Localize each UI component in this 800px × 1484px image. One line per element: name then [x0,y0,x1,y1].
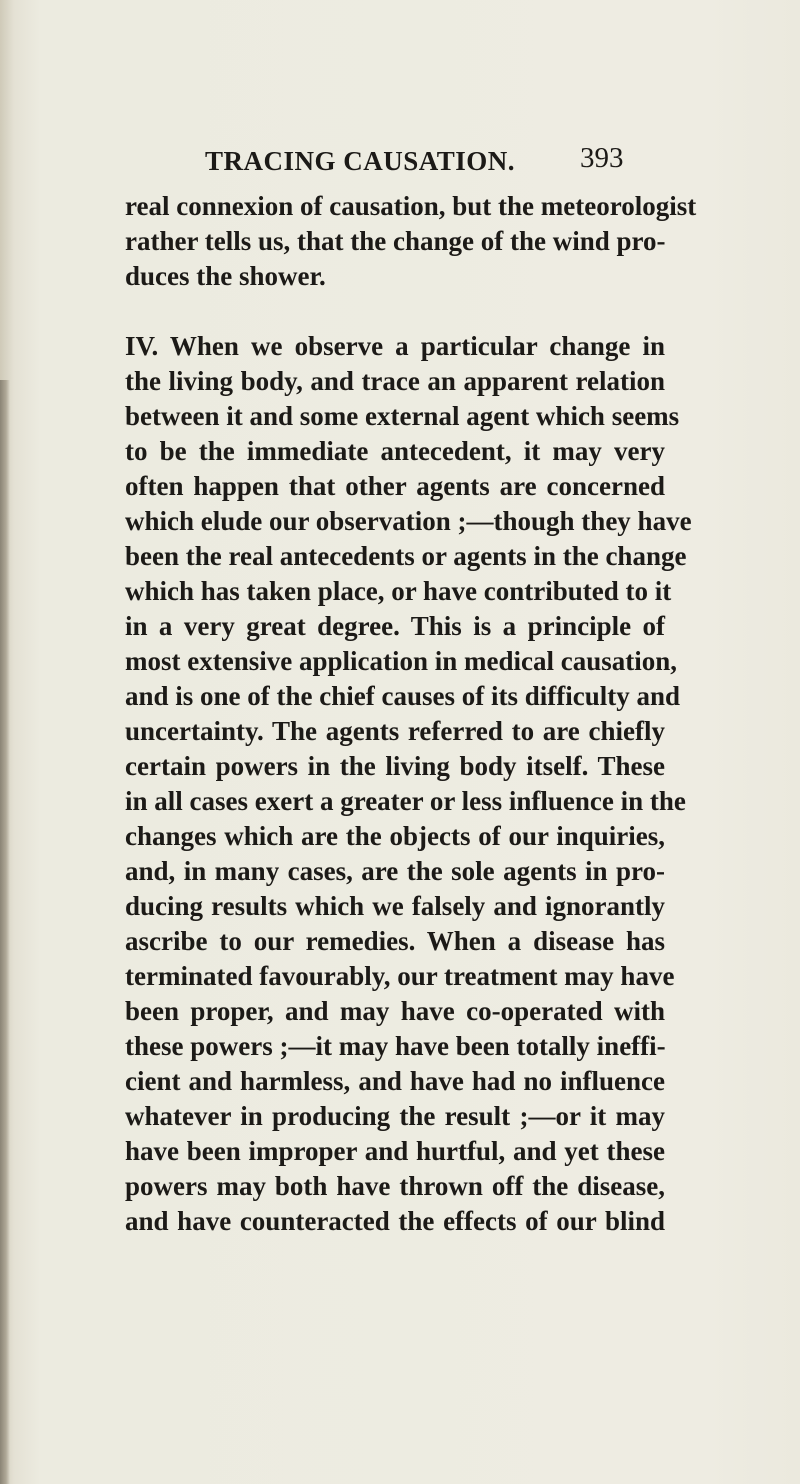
text-line: in all cases exert a greater or less influence in the [125,786,686,816]
text-line: which has taken place, or have contributed to it [125,576,672,606]
text-line: ducing results which we falsely and ignorantly [125,891,665,921]
paragraph-1 [125,189,697,294]
text-line: certain powers in the living body itself. These [125,751,665,781]
text-line: the living body, and trace an apparent relation [125,366,665,396]
text-line: have been improper and hurtful, and yet these [125,1136,665,1166]
running-title: TRACING CAUSATION. [205,146,516,176]
text-line: cient and harmless, and have had no influence [125,1066,665,1096]
text-line: to be the immediate antecedent, it may very [125,436,665,466]
page-header [0,142,800,182]
text-line: and, in many cases, are the sole agents in pro- [125,856,665,886]
page-number: 393 [580,142,624,174]
text-line: duces the shower. [125,261,326,291]
text-line: between it and some external agent which seems [125,401,680,431]
book-spine-shadow [0,380,10,1484]
text-line: terminated favourably, our treatment may have [125,961,675,991]
text-line: powers may both have thrown off the disease, [125,1171,665,1201]
text-line: most extensive application in medical causation, [125,646,677,676]
text-line: these powers ;—it may have been totally ineffi- [125,1031,666,1061]
text-line: in a very great degree. This is a principle of [125,611,665,641]
text-line: whatever in producing the result ;—or it may [125,1101,665,1131]
text-line: IV. When we observe a particular change in [125,331,665,361]
body-text [125,189,697,1239]
text-line: real connexion of causation, but the meteorologist [125,191,697,221]
text-line: and have counteracted the effects of our blind [125,1206,665,1236]
text-line: uncertainty. The agents referred to are chiefly [125,716,665,746]
paragraph-gap [125,294,665,329]
text-line: been the real antecedents or agents in the change [125,541,687,571]
text-line: been proper, and may have co-operated with [125,996,665,1026]
paragraph-2 [125,329,692,1239]
text-line: and is one of the chief causes of its difficulty and [125,681,681,711]
text-line: ascribe to our remedies. When a disease has [125,926,665,956]
text-line: changes which are the objects of our inquiries, [125,821,665,851]
text-line: rather tells us, that the change of the wind pro- [125,226,666,256]
text-line: which elude our observation ;—though they have [125,506,692,536]
text-line: often happen that other agents are concerned [125,471,665,501]
